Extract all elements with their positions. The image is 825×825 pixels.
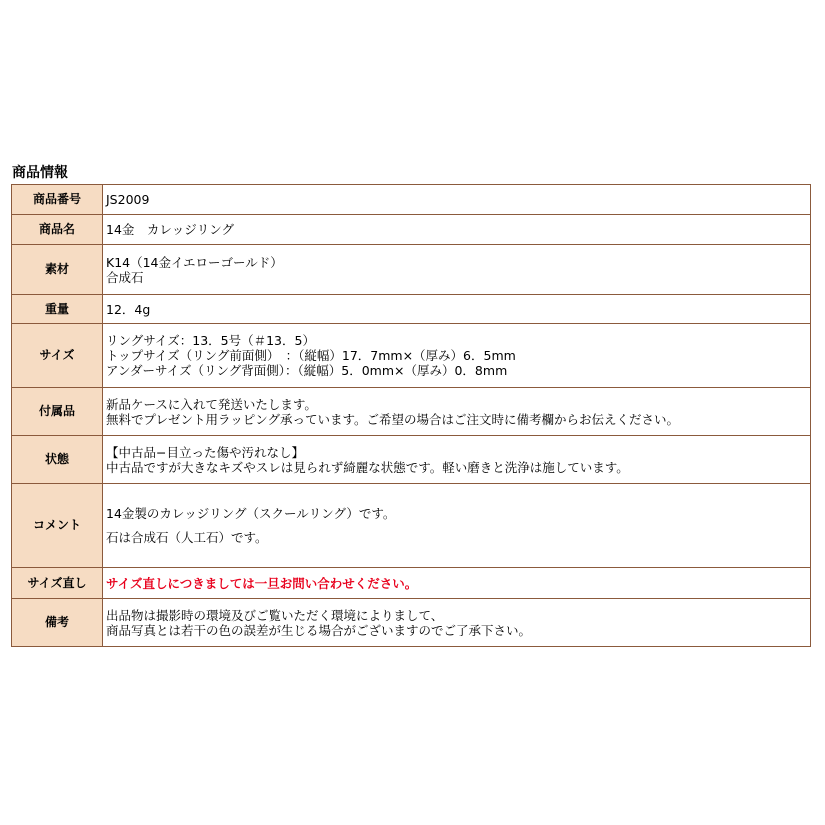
- size-line-3: アンダーサイズ（リング背面側）：（縦幅）5．0mm×（厚み）0．8mm: [106, 363, 508, 378]
- row-comment: [12, 484, 811, 568]
- row-size: [12, 324, 811, 388]
- row-product-name: [12, 215, 811, 245]
- remarks-line-2: 商品写真とは若干の色の誤差が生じる場合がございますのでご了承下さい。: [106, 622, 532, 638]
- row-weight: [12, 295, 811, 324]
- value-product-name: [103, 215, 811, 245]
- product-info-table: [11, 184, 811, 647]
- resizing-notice-text: サイズ直しにつきましては一旦お問い合わせください。: [106, 575, 418, 591]
- condition-line-1: 【中古品−目立った傷や汚れなし】: [106, 444, 304, 460]
- product-number-text: JS2009: [106, 192, 150, 207]
- label-remarks: 備考: [12, 599, 103, 647]
- value-size: [103, 324, 811, 388]
- label-product-name: 商品名: [12, 215, 103, 245]
- value-comment: [103, 484, 811, 568]
- material-line-2: 合成石: [106, 269, 144, 285]
- label-comment: コメント: [12, 484, 103, 568]
- label-weight: 重量: [12, 295, 103, 324]
- comment-spacer: [106, 521, 807, 530]
- section-title: 商品情報: [12, 165, 68, 181]
- row-remarks: [12, 599, 811, 647]
- value-accessories: [103, 388, 811, 436]
- row-resizing: [12, 568, 811, 599]
- material-line-1: K14（14金イエローゴールド）: [106, 254, 283, 270]
- comment-line-1: 14金製のカレッジリング（スクールリング）です。: [106, 506, 396, 521]
- row-accessories: [12, 388, 811, 436]
- value-material: [103, 245, 811, 295]
- product-name-text: 14金 カレッジリング: [106, 222, 235, 237]
- size-line-1: リングサイズ：13．5号（＃13．5）: [106, 333, 315, 348]
- accessories-line-1: 新品ケースに入れて発送いたします。: [106, 396, 317, 412]
- label-product-number: 商品番号: [12, 185, 103, 215]
- row-product-number: [12, 185, 811, 215]
- value-product-number: [103, 185, 811, 215]
- remarks-line-1: 出品物は撮影時の環境及びご覧いただく環境によりまして、: [106, 607, 444, 623]
- value-weight: [103, 295, 811, 324]
- row-material: [12, 245, 811, 295]
- weight-text: 12．4g: [106, 301, 151, 317]
- row-condition: [12, 436, 811, 484]
- label-resizing: サイズ直し: [12, 568, 103, 599]
- accessories-line-2: 無料でプレゼント用ラッピング承っています。ご希望の場合はご注文時に備考欄からお伝えください。: [106, 411, 680, 427]
- label-size: サイズ: [12, 324, 103, 388]
- comment-line-2: 石は合成石（人工石）です。: [106, 530, 268, 545]
- size-line-2: トップサイズ（リング前面側） ：（縦幅）17．7mm×（厚み）6．5mm: [106, 348, 516, 363]
- label-material: 素材: [12, 245, 103, 295]
- label-condition: 状態: [12, 436, 103, 484]
- value-remarks: [103, 599, 811, 647]
- value-condition: [103, 436, 811, 484]
- condition-line-2: 中古品ですが大きなキズやスレは見られず綺麗な状態です。軽い磨きと洗浄は施しています。: [106, 459, 629, 475]
- value-resizing: [103, 568, 811, 599]
- label-accessories: 付属品: [12, 388, 103, 436]
